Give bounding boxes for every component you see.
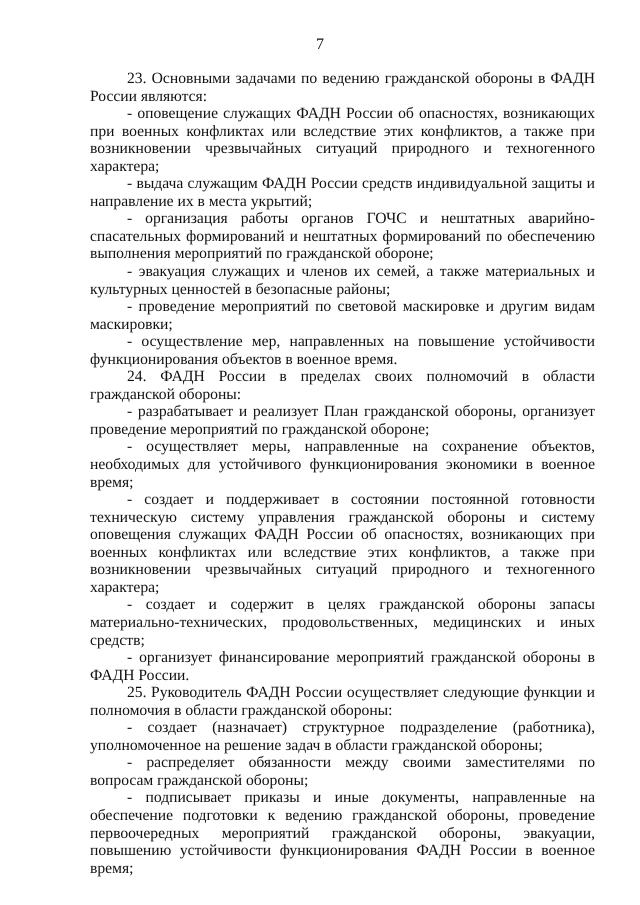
list-item-sign-orders: - подписывает приказы и иные документы, направленные на обеспечение подготовки к ведению гражданской обороны, проведение первоочередных мероприятий гражданской обороны, эвакуации, повышению устойчивости функционирования ФАДН России в военное время; bbox=[90, 789, 595, 877]
list-item-distribute-duties: - распределяет обязанности между своими заместителями по вопросам гражданской обороны; bbox=[90, 754, 595, 789]
list-item-preserve-objects: - осуществляет меры, направленные на сохранение объектов, необходимых для устойчивого функционирования экономики в военное время; bbox=[90, 438, 595, 491]
list-item-light-camouflage: - проведение мероприятий по световой маскировке и другим видам маскировки; bbox=[90, 298, 595, 333]
page-number: 7 bbox=[316, 36, 324, 53]
list-item-financing: - организует финансирование мероприятий гражданской обороны в ФАДН России. bbox=[90, 649, 595, 684]
paragraph-24-intro: 24. ФАДН России в пределах своих полномочий в области гражданской обороны: bbox=[90, 368, 595, 403]
paragraph-23-intro: 23. Основными задачами по ведению гражданской обороны в ФАДН России являются: bbox=[90, 70, 595, 105]
paragraph-25-intro: 25. Руководитель ФАДН России осуществляет следующие функции и полномочия в области гражданской обороны: bbox=[90, 684, 595, 719]
list-item-protection-equipment: - выдача служащим ФАДН России средств индивидуальной защиты и направление их в места укрытий; bbox=[90, 175, 595, 210]
list-item-gochs-organization: - организация работы органов ГОЧС и нештатных аварийно-спасательных формирований и нештатных формирований по обеспечению выполнения мероприятий по гражданской обороне; bbox=[90, 210, 595, 263]
list-item-control-system: - создает и поддерживает в состоянии постоянной готовности техническую систему управления гражданской обороны и систему оповещения служащих ФАДН России об опасностях, возникающих при военных конфликтах или вследствие этих конфликтов, а также при возникновении чрезвычайных ситуаций природного и техногенного характера; bbox=[90, 491, 595, 596]
document-body bbox=[90, 70, 595, 877]
list-item-create-unit: - создает (назначает) структурное подразделение (работника), уполномоченное на решение задач в области гражданской обороны; bbox=[90, 719, 595, 754]
list-item-reserves: - создает и содержит в целях гражданской обороны запасы материально-технических, продовольственных, медицинских и иных средств; bbox=[90, 596, 595, 649]
list-item-civil-defense-plan: - разрабатывает и реализует План гражданской обороны, организует проведение мероприятий по гражданской обороне; bbox=[90, 403, 595, 438]
list-item-stability-measures: - осуществление мер, направленных на повышение устойчивости функционирования объектов в военное время. bbox=[90, 333, 595, 368]
list-item-notification: - оповещение служащих ФАДН России об опасностях, возникающих при военных конфликтах или вследствие этих конфликтов, а также при возникновении чрезвычайных ситуаций природного и техногенного характера; bbox=[90, 105, 595, 175]
list-item-evacuation: - эвакуация служащих и членов их семей, а также материальных и культурных ценностей в безопасные районы; bbox=[90, 263, 595, 298]
